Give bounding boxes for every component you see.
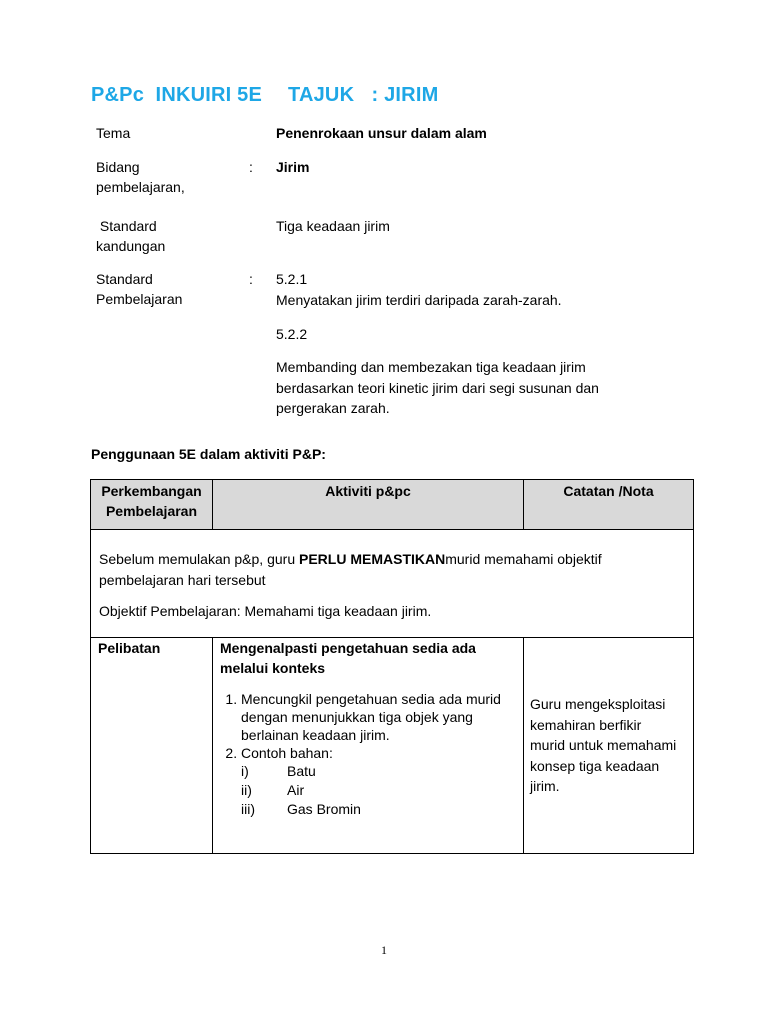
note-cell <box>524 638 694 854</box>
material-num: i) <box>241 763 249 779</box>
activity-step-1: 1. Mencungkil pengetahuan sedia ada murid dengan menunjukkan tiga objek yang berlainan keadaan jirim. <box>241 690 516 744</box>
materials-list <box>241 762 516 819</box>
activity-cell <box>213 638 524 854</box>
header-catatan: Catatan /Nota <box>524 480 694 530</box>
document-title <box>91 84 438 107</box>
tema-value: Penenrokaan unsur dalam alam <box>276 125 487 141</box>
activity-step-2 <box>241 744 516 819</box>
note-text: Guru mengeksploitasi kemahiran berfikir murid untuk memahami konsep tiga keadaan jirim. <box>530 696 677 795</box>
material-name: Air <box>287 782 305 798</box>
sp-code-2: 5.2.2 <box>276 326 308 342</box>
intro-text-end: murid memahami objektif pembelajaran hari tersebut <box>99 551 602 588</box>
page-number: 1 <box>381 943 387 957</box>
objective-text: Objektif Pembelajaran: Memahami tiga keadaan jirim. <box>99 603 432 619</box>
sp-text-1: Menyatakan jirim terdiri daripada zarah-zarah. <box>276 292 562 308</box>
activity-step-2-label: Contoh bahan: <box>241 745 333 761</box>
title-program: P&Pc INKUIRI 5E <box>91 84 263 106</box>
activity-steps <box>220 690 516 819</box>
lesson-plan-table <box>90 479 694 854</box>
standard-kandungan-label: Standard kandungan <box>96 218 166 254</box>
intro-paragraph <box>99 549 685 591</box>
material-num: ii) <box>241 782 252 798</box>
table-header-row <box>91 480 694 530</box>
intro-row <box>91 530 694 638</box>
standard-pembelajaran-label: Standard Pembelajaran <box>96 271 183 307</box>
bidang-value: Jirim <box>276 159 310 175</box>
header-aktiviti: Aktiviti p&pc <box>213 480 524 530</box>
header-perkembangan: Perkembangan Pembelajaran <box>91 480 213 530</box>
material-num: iii) <box>241 801 255 817</box>
bidang-colon: : <box>249 159 253 175</box>
material-name: Batu <box>287 763 316 779</box>
material-item <box>241 781 516 800</box>
activity-heading: Mengenalpasti pengetahuan sedia ada melalui konteks <box>220 640 476 676</box>
intro-cell <box>91 530 694 638</box>
sp-code-1: 5.2.1 <box>276 271 308 287</box>
section-heading: Penggunaan 5E dalam aktiviti P&P: <box>91 446 326 462</box>
intro-text-start: Sebelum memulakan p&p, guru <box>99 551 299 567</box>
title-topic: TAJUK : JIRIM <box>288 84 439 106</box>
material-item <box>241 800 516 819</box>
pelibatan-row <box>91 638 694 854</box>
stage-cell: Pelibatan <box>91 638 213 854</box>
tema-label: Tema <box>96 125 131 141</box>
material-item <box>241 762 516 781</box>
standard-kandungan-value: Tiga keadaan jirim <box>276 218 390 234</box>
sp-text-2: Membanding dan membezakan tiga keadaan jirim berdasarkan teori kinetic jirim dari segi susunan dan pergerakan zarah. <box>276 359 599 416</box>
material-name: Gas Bromin <box>287 801 361 817</box>
intro-text-emphasis: PERLU MEMASTIKAN <box>299 551 446 567</box>
bidang-label: Bidang pembelajaran, <box>96 159 185 195</box>
standard-pembelajaran-colon: : <box>249 271 253 287</box>
